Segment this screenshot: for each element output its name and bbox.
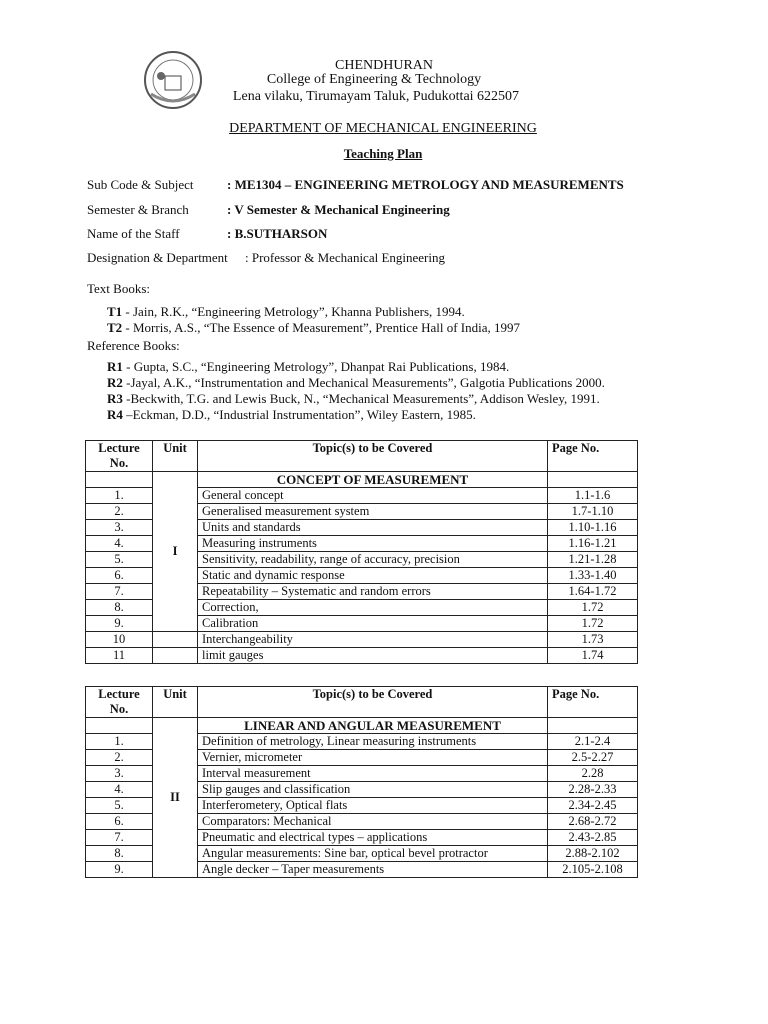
topic: Pneumatic and electrical types – applications [198,830,548,846]
page-number: 2.43-2.85 [548,830,638,846]
table-row [86,648,638,664]
department-title: DEPARTMENT OF MECHANICAL ENGINEERING [229,121,537,136]
lecture-cell [86,472,153,488]
column-header: Topic(s) to be Covered [198,441,548,472]
table-row [86,632,638,648]
topic: Interferometery, Optical flats [198,798,548,814]
text-book-t1 [107,304,465,320]
section-row [86,472,638,488]
book-text: –Eckman, D.D., “Industrial Instrumentation”, Wiley Eastern, 1985. [122,407,476,422]
column-header: Page No. [548,687,638,718]
page-number: 2.68-2.72 [548,814,638,830]
book-text: - Gupta, S.C., “Engineering Metrology”, Dhanpat Rai Publications, 1984. [122,359,510,374]
lecture-number: 1. [86,734,153,750]
topic: Angle decker – Taper measurements [198,862,548,878]
lecture-number: 6. [86,568,153,584]
college-address: Lena vilaku, Tirumayam Taluk, Pudukottai 622507 [232,89,520,104]
page-number: 1.10-1.16 [548,520,638,536]
column-header: Unit [153,687,198,718]
page-number: 1.64-1.72 [548,584,638,600]
page-number: 1.1-1.6 [548,488,638,504]
page-cell [548,472,638,488]
lecture-number: 7. [86,830,153,846]
book-code: T1 [107,304,123,319]
reference-book-r2 [107,375,605,391]
page-number: 2.5-2.27 [548,750,638,766]
unit-cell [153,648,198,664]
lecture-number: 11 [86,648,153,664]
page-number: 1.7-1.10 [548,504,638,520]
section-title: CONCEPT OF MEASUREMENT [198,472,548,488]
field-label-designation: Designation & Department [87,250,228,265]
topic: Correction, [198,600,548,616]
field-value-staff: : B.SUTHARSON [227,226,328,241]
page-number: 1.73 [548,632,638,648]
unit-cell: II [153,718,198,878]
lecture-number: 8. [86,600,153,616]
page-number: 1.72 [548,616,638,632]
page-number: 1.74 [548,648,638,664]
text-books-heading: Text Books: [87,281,151,296]
page-number: 1.72 [548,600,638,616]
topic: Angular measurements: Sine bar, optical bevel protractor [198,846,548,862]
page-number: 1.33-1.40 [548,568,638,584]
book-text: -Beckwith, T.G. and Lewis Buck, N., “Mechanical Measurements”, Addison Wesley, 1991. [122,391,600,406]
lecture-number: 2. [86,750,153,766]
page-number: 1.16-1.21 [548,536,638,552]
topic: Slip gauges and classification [198,782,548,798]
topic: Definition of metrology, Linear measuring instruments [198,734,548,750]
lecture-number: 6. [86,814,153,830]
book-text: -Jayal, A.K., “Instrumentation and Mechanical Measurements”, Galgotia Publications 2000. [122,375,605,390]
book-text: - Jain, R.K., “Engineering Metrology”, Khanna Publishers, 1994. [122,304,465,319]
lecture-number: 8. [86,846,153,862]
lecture-number: 7. [86,584,153,600]
lecture-number: 10 [86,632,153,648]
topic: Comparators: Mechanical [198,814,548,830]
lecture-number: 1. [86,488,153,504]
page-cell [548,718,638,734]
topic: Calibration [198,616,548,632]
reference-book-r4 [107,407,476,423]
college-name: College of Engineering & Technology [266,72,482,87]
book-code: T2 [107,320,123,335]
column-header: Page No. [548,441,638,472]
lecture-number: 5. [86,798,153,814]
book-code: R4 [107,407,123,422]
unit-cell [153,632,198,648]
institution-name: CHENDHURAN [335,58,433,73]
lecture-number: 4. [86,536,153,552]
topic: Measuring instruments [198,536,548,552]
page-number: 2.105-2.108 [548,862,638,878]
lecture-number: 9. [86,616,153,632]
column-header: Topic(s) to be Covered [198,687,548,718]
page-number: 1.21-1.28 [548,552,638,568]
text-book-t2 [107,320,520,336]
field-label-semester: Semester & Branch [87,202,189,217]
topic: Generalised measurement system [198,504,548,520]
field-label-staff: Name of the Staff [87,226,180,241]
topic: limit gauges [198,648,548,664]
teaching-plan-table-unit-2 [85,686,638,878]
page-number: 2.28 [548,766,638,782]
book-text: - Morris, A.S., “The Essence of Measurement”, Prentice Hall of India, 1997 [122,320,521,335]
book-code: R3 [107,391,123,406]
table-header-row [86,687,638,718]
lecture-number: 3. [86,766,153,782]
page-number: 2.1-2.4 [548,734,638,750]
section-title: LINEAR AND ANGULAR MEASUREMENT [198,718,548,734]
column-header: Unit [153,441,198,472]
page-number: 2.34-2.45 [548,798,638,814]
table-header-row [86,441,638,472]
topic: Vernier, micrometer [198,750,548,766]
page-number: 2.28-2.33 [548,782,638,798]
book-code: R1 [107,359,123,374]
page-number: 2.88-2.102 [548,846,638,862]
field-value-designation: : Professor & Mechanical Engineering [245,250,445,265]
topic: Static and dynamic response [198,568,548,584]
document-title: Teaching Plan [343,146,423,161]
lecture-cell [86,718,153,734]
section-row [86,718,638,734]
book-code: R2 [107,375,123,390]
unit-cell: I [153,472,198,632]
column-header: Lecture No. [86,441,153,472]
lecture-number: 5. [86,552,153,568]
field-value-semester: : V Semester & Mechanical Engineering [227,202,450,217]
lecture-number: 3. [86,520,153,536]
topic: General concept [198,488,548,504]
topic: Repeatability – Systematic and random errors [198,584,548,600]
topic: Sensitivity, readability, range of accuracy, precision [198,552,548,568]
reference-books-heading: Reference Books: [87,338,180,353]
reference-book-r1 [107,359,509,375]
lecture-number: 2. [86,504,153,520]
topic: Interval measurement [198,766,548,782]
reference-book-r3 [107,391,600,407]
lecture-number: 4. [86,782,153,798]
field-label-subject: Sub Code & Subject [87,177,194,192]
lecture-number: 9. [86,862,153,878]
teaching-plan-table-unit-1 [85,440,638,664]
topic: Units and standards [198,520,548,536]
topic: Interchangeability [198,632,548,648]
field-value-subject: : ME1304 – ENGINEERING METROLOGY AND MEASUREMENTS [227,177,624,192]
column-header: Lecture No. [86,687,153,718]
